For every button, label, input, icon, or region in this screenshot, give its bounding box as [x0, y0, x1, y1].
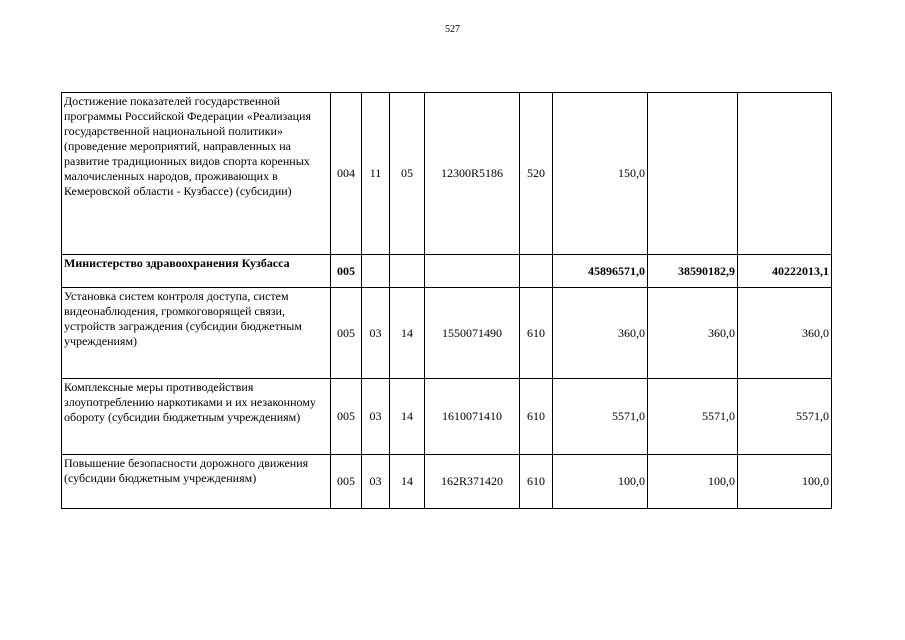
amount-3 [738, 93, 832, 255]
section-code: 03 [362, 455, 390, 509]
amount-2: 5571,0 [648, 379, 738, 455]
amount-3: 40222013,1 [738, 255, 832, 288]
ministry-code: 005 [331, 455, 362, 509]
subsection-code [390, 255, 425, 288]
amount-3: 5571,0 [738, 379, 832, 455]
table-row [62, 93, 832, 255]
table-row [62, 255, 832, 288]
expense-type: 610 [520, 455, 553, 509]
amount-2 [648, 93, 738, 255]
target-article: 12300R5186 [425, 93, 520, 255]
section-code: 03 [362, 288, 390, 379]
table-row [62, 288, 832, 379]
amount-3: 100,0 [738, 455, 832, 509]
section-code: 11 [362, 93, 390, 255]
amount-1: 100,0 [553, 455, 648, 509]
row-name: Повышение безопасности дорожного движения (субсидии бюджетным учреждениям) [62, 455, 331, 509]
amount-2: 100,0 [648, 455, 738, 509]
page-number: 527 [445, 24, 460, 35]
expense-type: 610 [520, 379, 553, 455]
table-row [62, 379, 832, 455]
target-article: 1550071490 [425, 288, 520, 379]
amount-1: 150,0 [553, 93, 648, 255]
amount-3: 360,0 [738, 288, 832, 379]
row-name: Достижение показателей государственной программы Российской Федерации «Реализация государственной национальной политики» (проведение мероприятий, направленных на развитие традиционных видов спорта коренных малочисленных народов, проживающих в Кемеровской области - Кузбассе) (субсидии) [62, 93, 331, 255]
amount-2: 360,0 [648, 288, 738, 379]
ministry-code: 005 [331, 379, 362, 455]
ministry-code: 004 [331, 93, 362, 255]
row-name: Министерство здравоохранения Кузбасса [62, 255, 331, 288]
table-row [62, 455, 832, 509]
subsection-code: 14 [390, 455, 425, 509]
row-name: Комплексные меры противодействия злоупотреблению наркотиками и их незаконному обороту (субсидии бюджетным учреждениям) [62, 379, 331, 455]
expense-type [520, 255, 553, 288]
section-code [362, 255, 390, 288]
expense-type: 610 [520, 288, 553, 379]
ministry-code: 005 [331, 255, 362, 288]
subsection-code: 05 [390, 93, 425, 255]
target-article: 162R371420 [425, 455, 520, 509]
amount-2: 38590182,9 [648, 255, 738, 288]
subsection-code: 14 [390, 288, 425, 379]
budget-table [61, 92, 832, 509]
target-article [425, 255, 520, 288]
subsection-code: 14 [390, 379, 425, 455]
section-code: 03 [362, 379, 390, 455]
amount-1: 360,0 [553, 288, 648, 379]
ministry-code: 005 [331, 288, 362, 379]
amount-1: 5571,0 [553, 379, 648, 455]
row-name: Установка систем контроля доступа, систем видеонаблюдения, громкоговорящей связи, устройств заграждения (субсидии бюджетным учреждениям) [62, 288, 331, 379]
target-article: 1610071410 [425, 379, 520, 455]
expense-type: 520 [520, 93, 553, 255]
amount-1: 45896571,0 [553, 255, 648, 288]
